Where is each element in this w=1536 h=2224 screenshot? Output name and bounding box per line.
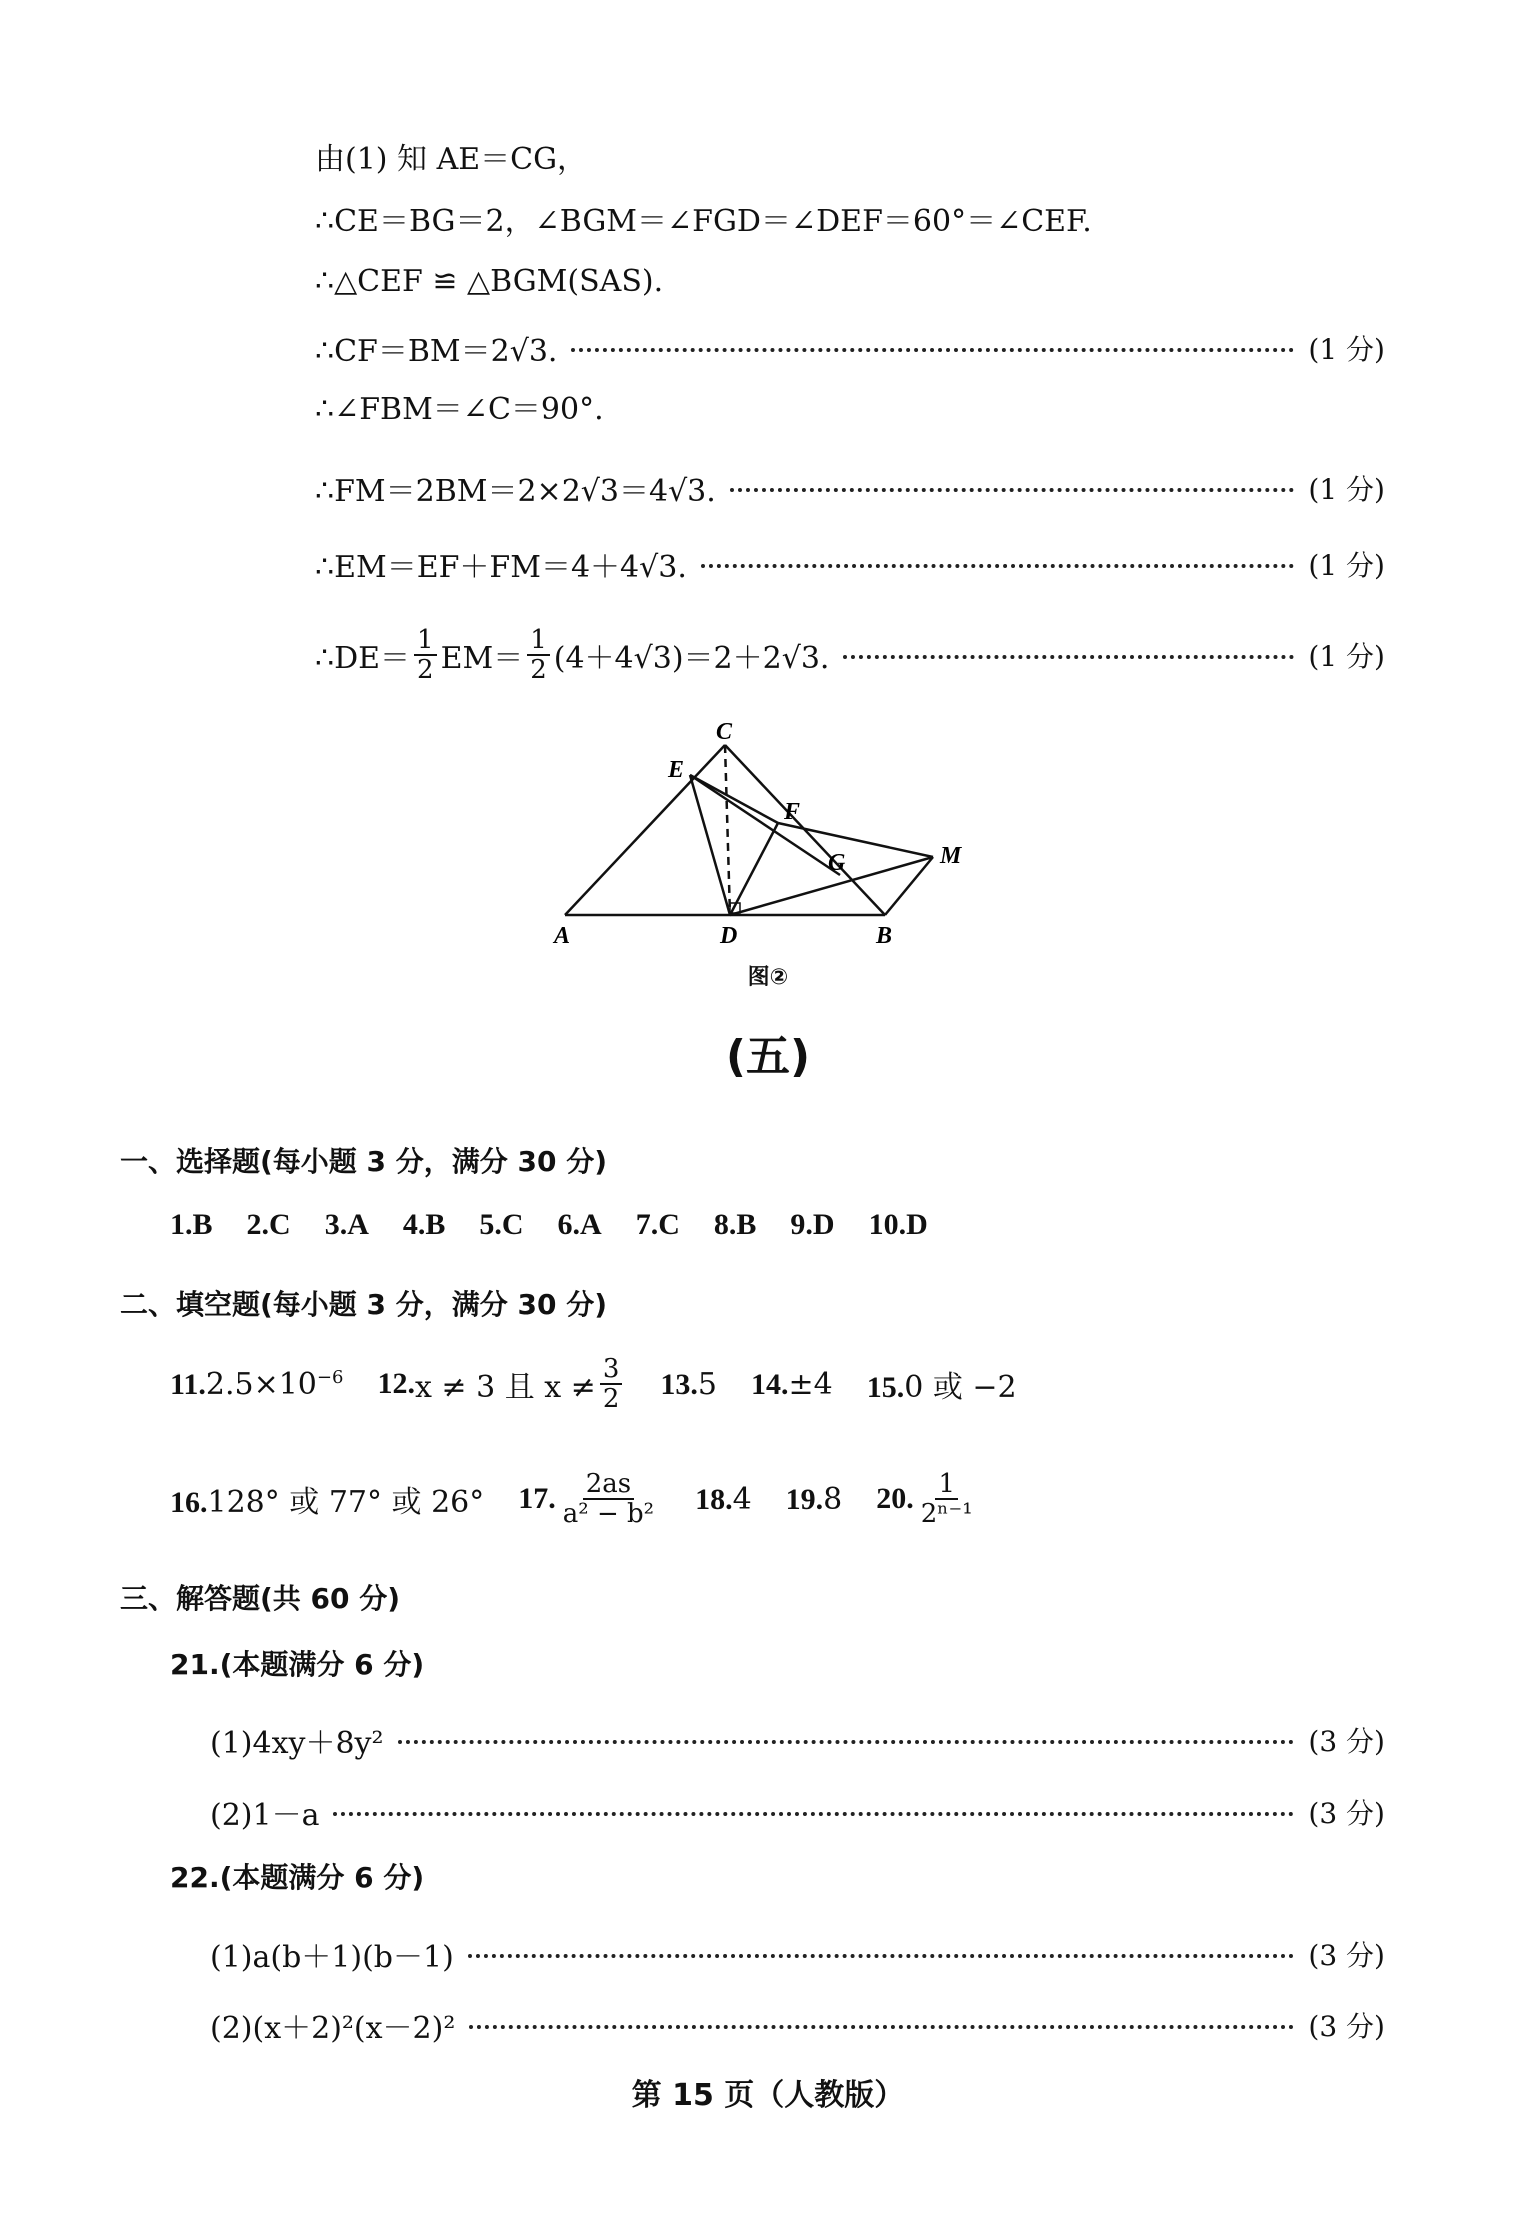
proof-text: ∴EM＝EF＋FM＝4＋4√3.: [315, 550, 687, 585]
fraction-half: [527, 626, 550, 684]
answer: ±4: [788, 1366, 833, 1402]
answer: 4: [732, 1481, 752, 1517]
fill-item-11: [170, 1367, 343, 1402]
qnum: 19.: [785, 1482, 824, 1516]
segment-AC: [565, 745, 725, 915]
answer-item: 9.D: [790, 1208, 835, 1241]
segment-FM: [778, 823, 933, 857]
answer-text: (1)4xy＋8y²: [210, 1726, 384, 1761]
frac-num: 1: [935, 1470, 958, 1500]
proof-text-c: (4＋4√3)＝2＋2√3.: [553, 641, 830, 676]
leader-dots: [843, 655, 1294, 659]
frac-num: 1: [527, 626, 550, 656]
answer-item: 6.A: [557, 1208, 602, 1241]
fill-row-1: [170, 1355, 1017, 1413]
segment-EF: [690, 775, 778, 823]
qnum: 20.: [876, 1482, 914, 1515]
q22-title: 22.(本题满分 6 分): [170, 1861, 425, 1894]
answer: 5: [697, 1366, 717, 1402]
proof-line-1: 由(1) 知 AE＝CG，: [315, 142, 588, 177]
fill-item-20: [876, 1470, 979, 1528]
segment-CD-dashed: [725, 745, 730, 915]
proof-text-a: ∴DE＝: [315, 641, 411, 676]
qnum: 13.: [660, 1367, 698, 1401]
part1-heading: 一、选择题(每小题 3 分，满分 30 分): [120, 1145, 608, 1178]
q21-title: 21.(本题满分 6 分): [170, 1648, 425, 1681]
answer-item: 10.D: [868, 1208, 928, 1241]
score-label: (3 分): [1308, 1797, 1385, 1830]
point-label-C: C: [716, 719, 733, 745]
answer-text: (2)1－a: [210, 1798, 320, 1833]
section-title: (五): [725, 1031, 811, 1082]
answer-item: 7.C: [635, 1208, 680, 1241]
fill-item-13: [660, 1367, 717, 1402]
qnum: 12.: [377, 1367, 415, 1400]
point-label-M: M: [940, 843, 962, 869]
part2-heading: 二、填空题(每小题 3 分，满分 30 分): [120, 1288, 608, 1321]
answer: 128° 或 77° 或 26°: [207, 1485, 485, 1520]
segment-EG: [690, 775, 840, 875]
fraction: [600, 1355, 623, 1413]
exponent: −6: [316, 1366, 344, 1388]
answer: x ≠ 3 且 x ≠: [414, 1370, 596, 1405]
frac-den: 2: [602, 1384, 620, 1414]
q21-part2: [210, 1790, 1385, 1834]
proof-line-2: ∴CE＝BG＝2，∠BGM＝∠FGD＝∠DEF＝60°＝∠CEF.: [315, 204, 1092, 239]
frac-den: 2: [530, 655, 547, 685]
proof-line-8: [315, 626, 1385, 684]
answer-text: (1)a(b＋1)(b－1): [210, 1940, 454, 1975]
figure-caption: 图②: [747, 965, 789, 990]
segment-ED: [690, 775, 730, 915]
point-label-B: B: [876, 923, 893, 949]
frac-den: 2ⁿ⁻¹: [920, 1499, 973, 1529]
fraction: [918, 1470, 976, 1528]
q22-part1: [210, 1932, 1385, 1976]
leader-dots: [469, 2025, 1294, 2029]
geometry-figure: [540, 715, 1000, 960]
answer-text: (2)(x＋2)²(x－2)²: [210, 2011, 456, 2046]
score-label: (1 分): [1308, 549, 1385, 582]
leader-dots: [333, 1812, 1294, 1816]
point-label-F: F: [784, 799, 801, 825]
frac-den: 2: [417, 655, 434, 685]
proof-text: ∴CF＝BM＝2√3.: [315, 334, 558, 369]
leader-dots: [468, 1954, 1295, 1958]
answer: 2.5×10: [205, 1366, 317, 1402]
answer-item: 3.A: [324, 1208, 369, 1241]
answer-item: 5.C: [479, 1208, 524, 1241]
fraction-half: [414, 626, 437, 684]
score-label: (1 分): [1308, 473, 1385, 506]
page-footer: 第 15 页（人教版）: [631, 2078, 905, 2113]
frac-num: 2as: [583, 1470, 634, 1500]
leader-dots: [398, 1740, 1295, 1744]
answer-item: 1.B: [170, 1208, 213, 1241]
answer-item: 2.C: [246, 1208, 291, 1241]
qnum: 17.: [518, 1482, 556, 1515]
fill-item-14: [751, 1367, 833, 1402]
part3-heading: 三、解答题(共 60 分): [120, 1582, 401, 1615]
score-label: (3 分): [1308, 2010, 1385, 2043]
fill-row-2: [170, 1470, 980, 1528]
q21-part1: [210, 1718, 1385, 1762]
qnum: 18.: [695, 1482, 733, 1516]
proof-line-3: ∴△CEF ≌ △BGM(SAS).: [315, 264, 664, 299]
proof-line-5: ∴∠FBM＝∠C＝90°.: [315, 392, 604, 427]
point-label-A: A: [554, 923, 571, 949]
leader-dots: [571, 348, 1294, 352]
frac-den: a² − b²: [562, 1499, 655, 1529]
score-label: (3 分): [1308, 1725, 1385, 1758]
point-label-D: D: [720, 923, 738, 949]
answer: 8: [823, 1481, 843, 1517]
segment-FD: [730, 823, 778, 915]
fill-item-16: [170, 1477, 484, 1521]
qnum: 16.: [170, 1486, 208, 1519]
fill-item-18: [695, 1482, 752, 1517]
point-label-E: E: [668, 757, 685, 783]
proof-line-7: [315, 542, 1385, 586]
point-label-G: G: [828, 850, 846, 876]
score-label: (1 分): [1308, 640, 1385, 673]
proof-text: ∴FM＝2BM＝2×2√3＝4√3.: [315, 474, 716, 509]
frac-num: 1: [414, 626, 437, 656]
choice-answers: [170, 1208, 928, 1242]
fill-item-15: [867, 1362, 1017, 1406]
proof-text-b: EM＝: [440, 641, 524, 676]
leader-dots: [701, 564, 1295, 568]
segment-MB: [885, 857, 933, 915]
proof-line-4: [315, 326, 1385, 370]
q22-part2: [210, 2003, 1385, 2047]
answer-item: 4.B: [402, 1208, 446, 1241]
frac-num: 3: [600, 1355, 623, 1385]
score-label: (1 分): [1308, 333, 1385, 366]
answer: 0 或 −2: [904, 1370, 1017, 1405]
fraction: [560, 1470, 657, 1528]
fill-item-12: [377, 1355, 626, 1413]
answer-item: 8.B: [713, 1208, 757, 1241]
score-label: (3 分): [1308, 1939, 1385, 1972]
qnum: 14.: [750, 1367, 789, 1401]
proof-line-6: [315, 466, 1385, 510]
leader-dots: [730, 488, 1295, 492]
fill-item-19: [786, 1482, 843, 1517]
qnum: 15.: [866, 1371, 905, 1404]
qnum: 11.: [170, 1367, 206, 1401]
fill-item-17: [518, 1470, 661, 1528]
